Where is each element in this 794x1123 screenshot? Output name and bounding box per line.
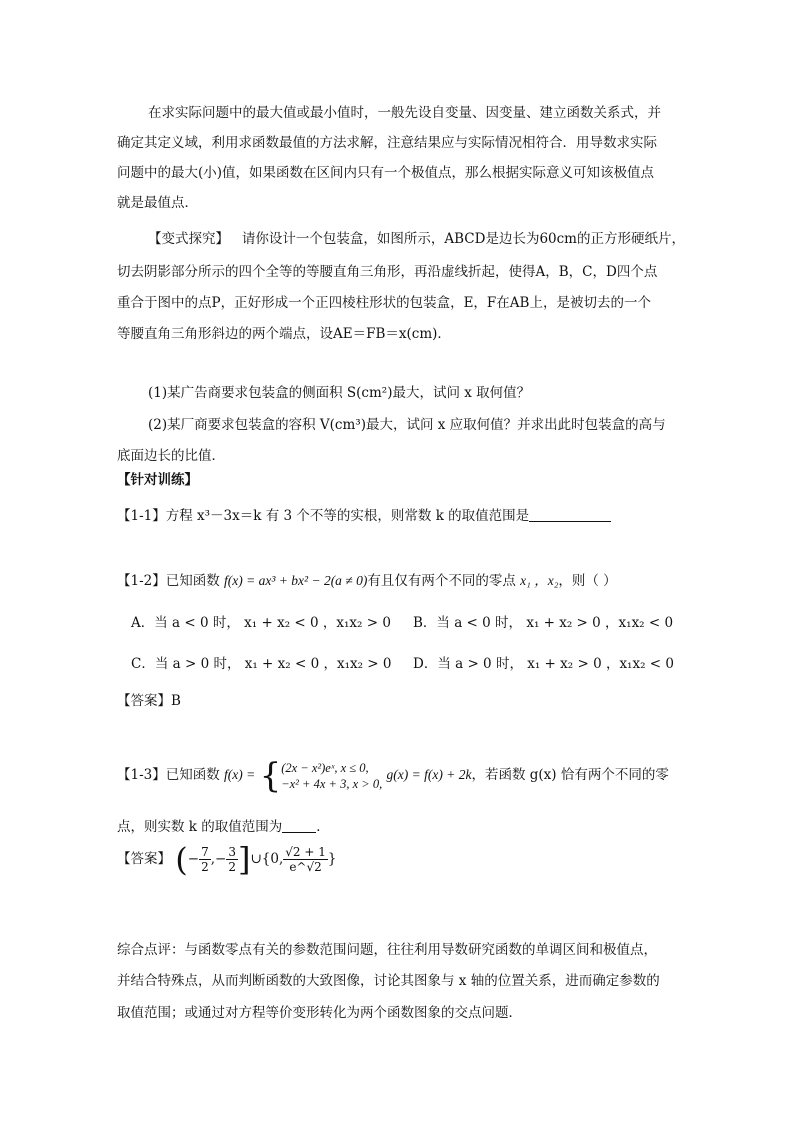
variant-tag: 【变式探究】 (148, 231, 229, 247)
union-part: ∪{0, (250, 851, 284, 867)
option-a: A．当 a < 0 时， x₁ + x₂ < 0 ，x₁x₂ > 0 (131, 615, 391, 631)
intro-line-2: 确定其定义域，利用求函数最值的方法求解，注意结果应与实际情况相符合．用导数求实际 (117, 135, 657, 151)
intro-line-4: 就是最值点． (117, 195, 198, 211)
intro-line-1: 在求实际问题中的最大值或最小值时，一般先设自变量、因变量、建立函数关系式，并 (148, 105, 661, 121)
problem-1-2-function: f(x) = ax³ + bx² − 2(a ≠ 0) (224, 573, 368, 588)
training-heading: 【针对训练】 (117, 472, 198, 488)
right-bracket: ] (237, 840, 251, 879)
problem-1-2-end: ，则（ ） (558, 573, 617, 589)
intro-line-3: 问题中的最大(小)值，如果函数在区间内只有一个极值点，那么根据实际意义可知该极值点 (117, 165, 655, 181)
answer-blank[interactable] (529, 507, 611, 522)
option-b: B．当 a < 0 时， x₁ + x₂ > 0 ，x₁x₂ < 0 (413, 615, 674, 631)
answer-1-3-label: 【答案】 (117, 851, 171, 867)
problem-1-3-suffix: ，若函数 g(x) 恰有两个不同的零 (471, 767, 669, 783)
answer-1-3 (117, 836, 336, 883)
problem-1-3-prefix: 【1-3】已知函数 (117, 767, 220, 783)
fraction-1 (199, 845, 211, 874)
question-2-line-2: 底面边长的比值． (117, 448, 225, 464)
piecewise-case-1: (2x − x²)eˣ, x ≤ 0, (281, 760, 369, 775)
fraction-3-num: √2 + 1 (285, 845, 326, 859)
comma: ,− (210, 851, 227, 867)
answer-1-2: 【答案】B (117, 693, 181, 709)
problem-1-1-text: 【1-1】方程 x³－3x＝k 有 3 个不等的实根，则常数 k 的取值范围是 (117, 508, 530, 524)
problem-1-3-line-2 (117, 818, 330, 836)
problem-1-3-end: ． (316, 819, 330, 835)
variant-line-3: 重合于图中的点P，正好形成一个正四棱柱形状的包装盒，E，F在AB上，是被切去的一个 (117, 295, 651, 311)
piecewise-cases (281, 760, 382, 792)
answer-blank[interactable] (282, 818, 316, 833)
piecewise-case-2: −x² + 4x + 3, x > 0, (281, 776, 383, 791)
problem-1-2-prefix: 【1-2】已知函数 (117, 573, 220, 589)
summary-line-3: 取值范围；或通过对方程等价变形转化为两个函数图象的交点问题． (117, 1005, 522, 1021)
variant-line-1 (148, 230, 685, 248)
option-c: C．当 a > 0 时， x₁ + x₂ < 0 ，x₁x₂ > 0 (131, 656, 392, 672)
closing-brace: } (327, 851, 337, 867)
problem-1-3 (117, 755, 669, 795)
summary-line-2: 并结合特殊点，从而判断函数的大致图像，讨论其图象与 x 轴的位置关系，进而确定参数的 (117, 973, 660, 989)
problem-1-2-suffix: 有且仅有两个不同的零点 (367, 573, 516, 589)
option-d: D．当 a > 0 时， x₁ + x₂ > 0 ，x₁x₂ < 0 (413, 656, 674, 672)
fraction-2-den: 2 (228, 860, 236, 874)
piecewise-brace: { (259, 755, 282, 796)
summary-line-1: 综合点评：与函数零点有关的参数范围问题，往往利用导数研究函数的单调区间和极值点， (117, 942, 657, 958)
fraction-2 (226, 845, 238, 874)
variant-text-1: 请你设计一个包装盒，如图所示，ABCD是边长为60cm的正方形硬纸片， (241, 231, 685, 247)
variant-line-2: 切去阴影部分所示的四个全等的等腰直角三角形，再沿虚线折起，使得A，B，C，D四个点 (117, 264, 658, 280)
problem-1-3-fx: f(x) = (224, 767, 256, 782)
problem-1-3-gx: g(x) = f(x) + 2k (386, 767, 472, 782)
question-1: (1)某广告商要求包装盒的侧面积 S(cm²)最大，试问 x 取何值？ (148, 385, 531, 401)
variant-line-4: 等腰直角三角形斜边的两个端点，设AE＝FB＝x(cm)． (117, 326, 451, 342)
problem-1-3-line2-text: 点，则实数 k 的取值范围为 (117, 819, 283, 835)
fraction-1-num: 7 (201, 845, 209, 859)
fraction-2-num: 3 (228, 845, 236, 859)
question-2-line-1: (2)某厂商要求包装盒的容积 V(cm³)最大，试问 x 应取何值？并求出此时包装盒的高与 (148, 417, 666, 433)
fraction-3 (283, 845, 328, 874)
minus-sign: − (187, 851, 200, 867)
fraction-3-den: e^√2 (289, 860, 322, 874)
fraction-1-den: 2 (201, 860, 209, 874)
problem-1-2 (117, 572, 617, 590)
problem-1-1 (117, 507, 611, 525)
problem-1-2-zeros: x₁ ，x₂ (520, 573, 559, 588)
left-paren: ( (175, 840, 188, 879)
